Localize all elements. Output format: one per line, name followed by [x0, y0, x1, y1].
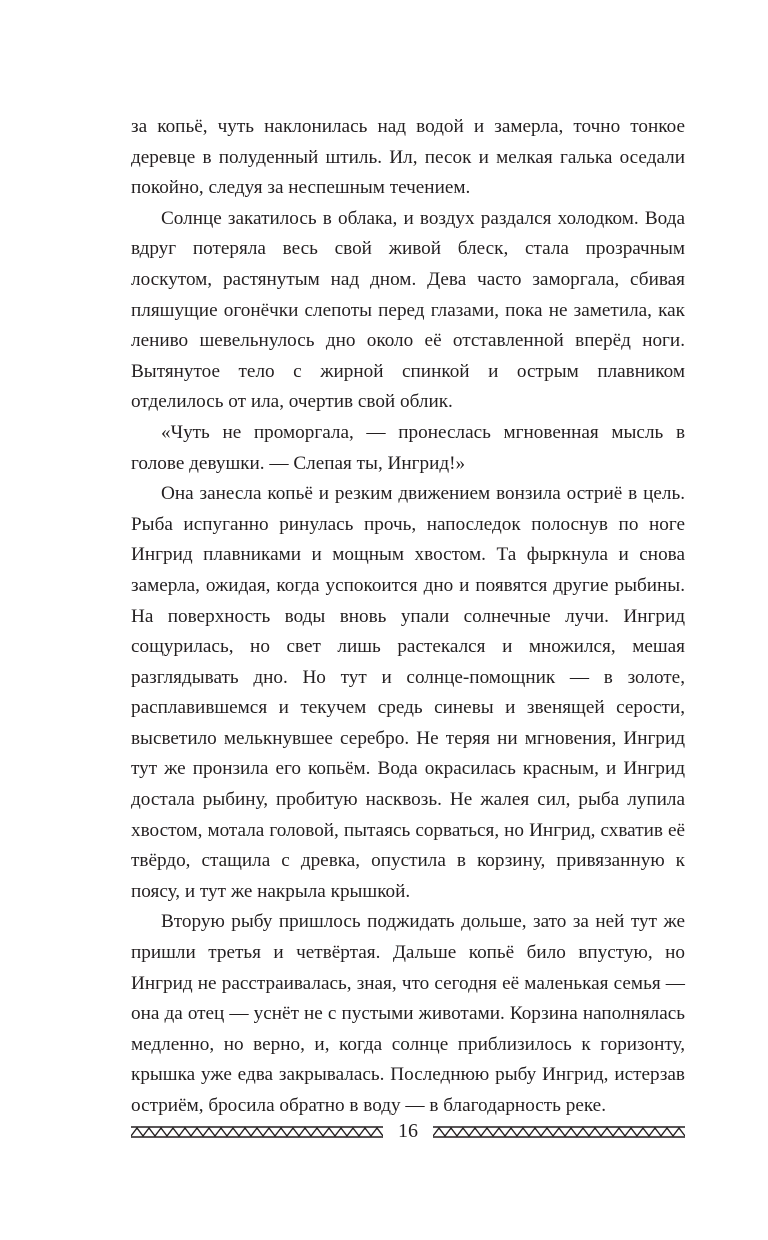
paragraph-1: за копьё, чуть наклонилась над водой и замерла, точно тонкое деревце в полуденный штиль. Ил, песок и мелкая галька оседали покойно, следуя за неспешным течением. — [131, 116, 685, 199]
right-ornament-icon — [433, 1126, 685, 1138]
paragraph-5: Вторую рыбу пришлось поджидать дольше, зато за ней тут же пришли третья и четвёртая. Дальше копьё било впустую, но Ингрид не расстраивалась, зная, что сегодня её маленькая семья — она да отец — уснёт не с пустыми животами. Корзина наполнялась медленно, но верно, и, когда солнце приблизилось к горизонту, крышка уже едва закрывалась. Последнюю рыбу Ингрид, истерзав остриём, бросила обратно в воду — в благодарность реке. — [131, 911, 685, 1116]
paragraph-4: Она занесла копьё и резким движением вонзила остриё в цель. Рыба испуганно ринулась прочь, напоследок полоснув по ноге Ингрид плавниками и мощным хвостом. Та фыркнула и снова замерла, ожидая, когда успокоится дно и появятся другие рыбины. На поверхность воды вновь упали солнечные лучи. Ингрид сощурилась, но свет лишь растекался и множился, мешая разглядывать дно. Но тут и солнце-помощник — в золоте, расплавившемся и текучем средь синевы и звенящей серости, высветило мелькнувшее серебро. Не теряя ни мгновения, Ингрид тут же пронзила его копьём. Вода окрасилась красным, и Ингрид достала рыбину, пробитую насквозь. Не жалея сил, рыба лупила хвостом, мотала головой, пытаясь сорваться, но Ингрид, схватив её твёрдо, стащила с древка, опустила в корзину, привязанную к поясу, и тут же накрыла крышкой. — [131, 483, 685, 902]
page-body — [131, 112, 685, 1122]
paragraph-3: «Чуть не проморгала, — пронеслась мгновенная мысль в голове девушки. — Слепая ты, Ингрид!» — [131, 421, 685, 474]
left-ornament-icon — [131, 1126, 383, 1138]
paragraph-2: Солнце закатилось в облака, и воздух раздался холодком. Вода вдруг потеряла весь свой живой блеск, стала прозрачным лоскутом, растянутым над дном. Дева часто заморгала, сбивая пляшущие огонёчки слепоты перед глазами, пока не заметила, как лениво шевельнулось дно около её отставленной вперёд ноги. Вытянутое тело с жирной спинкой и острым плавником отделилось от ила, очертив свой облик. — [131, 207, 685, 413]
page-footer — [131, 1116, 685, 1150]
page-number: 16 — [398, 1120, 418, 1142]
